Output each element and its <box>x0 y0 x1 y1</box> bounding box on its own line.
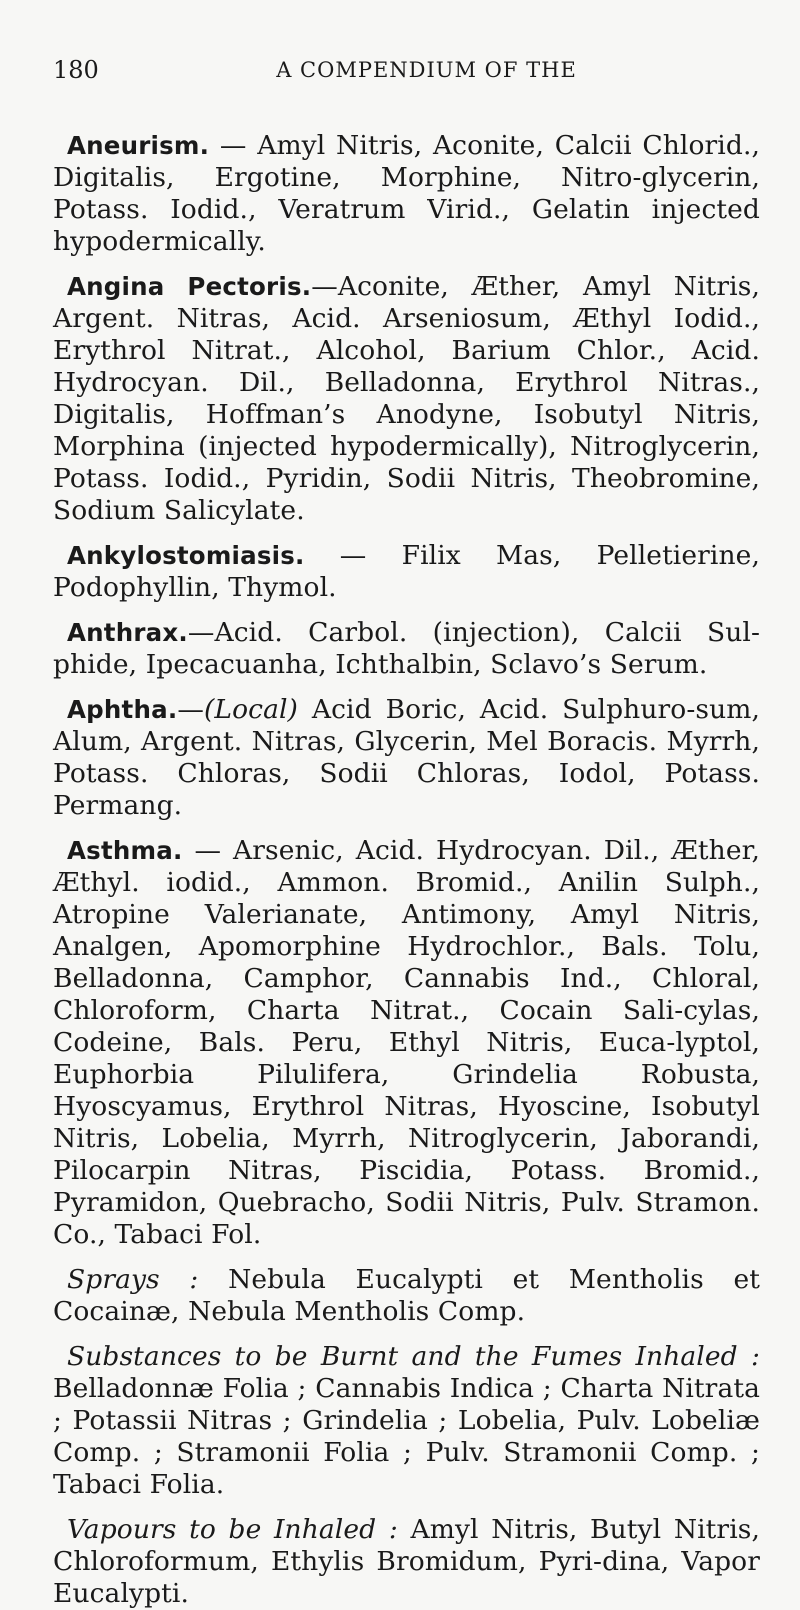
entry-angina-pectoris <box>53 271 760 527</box>
subentry-sprays <box>53 1264 760 1328</box>
subentry-text: Belladonnæ Folia ; Cannabis Indica ; Charta Nitrata ; Potassii Nitras ; Grindelia ; Lobelia, Pulv. Lobeliæ Comp. ; Stramonii Folia ; Pulv. Stramonii Comp. ; Tabaci Folia. <box>53 1373 760 1500</box>
entry-separator: — <box>182 835 234 866</box>
entry-text: Aconite, Æther, Amyl Nitris, Argent. Nitras, Acid. Arseniosum, Æthyl Iodid., Erythrol Nitrat., Alcohol, Barium Chlor., Acid. Hydrocyan. Dil., Belladonna, Erythrol Nitras., Digitalis, Hoffman’s Anodyne, Isobutyl Nitris, Morphina (injected hypodermically), Nitroglycerin, Potass. Iodid., Pyridin, Sodii Nitris, Theobromine, Sodium Salicylate. <box>53 271 760 526</box>
subentry-label: Sprays : <box>67 1264 199 1295</box>
entry-text: Acid. Carbol. (injection), Calcii Sul-phide, Ipecacuanha, Ichthalbin, Sclavo’s Serum. <box>53 617 760 680</box>
entry-term: Asthma. <box>67 836 183 865</box>
entry-note: (Local) <box>203 694 298 725</box>
subentry-vapours <box>53 1514 760 1610</box>
entry-separator: — <box>304 540 402 571</box>
entry-separator: — <box>187 617 215 648</box>
entry-separator: — <box>311 271 338 302</box>
entry-anthrax <box>53 617 760 681</box>
subentry-text: Nebula Eucalypti et Mentholis et Cocainæ, Nebula Mentholis Comp. <box>53 1264 760 1327</box>
entry-aphtha <box>53 694 760 822</box>
subentry-label: Substances to be Burnt and the Fumes Inhaled : <box>67 1341 760 1372</box>
entry-term: Anthrax. <box>67 618 188 647</box>
entry-text: Acid Boric, Acid. Sulphuro-sum, Alum, Argent. Nitras, Glycerin, Mel Boracis. Myrrh, Potass. Chloras, Sodii Chloras, Iodol, Potass. Permang. <box>53 694 760 821</box>
page-number: 180 <box>53 56 99 84</box>
entry-term: Ankylostomiasis. <box>67 541 305 570</box>
entry-text: Filix Mas, Pelletierine, Podophyllin, Thymol. <box>53 540 760 603</box>
entry-separator: — <box>177 694 204 725</box>
entry-separator: — <box>209 130 258 161</box>
subentry-text: Amyl Nitris, Butyl Nitris, Chloroformum, Ethylis Bromidum, Pyri-dina, Vapor Eucalypti. <box>53 1514 760 1609</box>
book-page <box>0 50 800 1609</box>
entry-aneurism <box>53 130 760 258</box>
running-head <box>53 50 760 90</box>
entry-term: Aneurism. <box>67 131 210 160</box>
entry-text: Amyl Nitris, Aconite, Calcii Chlorid., Digitalis, Ergotine, Morphine, Nitro-glycerin, Potass. Iodid., Veratrum Virid., Gelatin injected hypodermically. <box>53 130 760 257</box>
entry-asthma <box>53 835 760 1251</box>
entry-ankylostomiasis <box>53 540 760 604</box>
running-title: A COMPENDIUM OF THE <box>276 58 577 82</box>
subentry-label: Vapours to be Inhaled : <box>67 1514 398 1545</box>
subentry-substances-burnt <box>53 1341 760 1501</box>
entry-term: Angina Pectoris. <box>67 272 312 301</box>
entry-term: Aphtha. <box>67 695 178 724</box>
entry-text: Arsenic, Acid. Hydrocyan. Dil., Æther, Æthyl. iodid., Ammon. Bromid., Anilin Sulph., Atropine Valerianate, Antimony, Amyl Nitris, Analgen, Apomorphine Hydrochlor., Bals. Tolu, Belladonna, Camphor, Cannabis Ind., Chloral, Chloroform, Charta Nitrat., Cocain Sali-cylas, Codeine, Bals. Peru, Ethyl Nitris, Euca-lyptol, Euphorbia Pilulifera, Grindelia Robusta, Hyoscyamus, Erythrol Nitras, Hyoscine, Isobutyl Nitris, Lobelia, Myrrh, Nitroglycerin, Jaborandi, Pilocarpin Nitras, Piscidia, Potass. Bromid., Pyramidon, Quebracho, Sodii Nitris, Pulv. Stramon. Co., Tabaci Fol. <box>53 835 760 1250</box>
